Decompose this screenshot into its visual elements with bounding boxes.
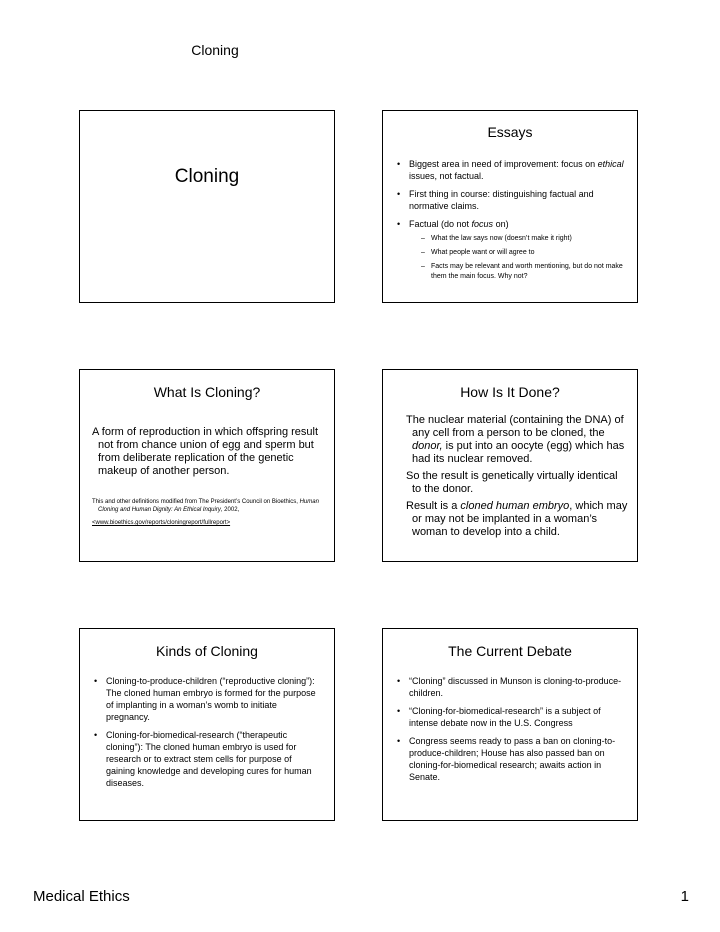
source-link[interactable]: <www.bioethics.gov/reports/cloningreport/fullreport> xyxy=(92,520,231,526)
sub-list xyxy=(409,234,625,282)
list-item: • “Cloning” discussed in Munson is cloning-to-produce-children. xyxy=(397,675,625,699)
list-item: • “Cloning-for-biomedical-research” is a subject of intense debate now in the U.S. Congress xyxy=(397,705,625,729)
slide-5-bullets xyxy=(94,675,322,795)
footer-page-number: 1 xyxy=(680,888,689,905)
slide-2 xyxy=(382,110,638,303)
page-header-title: Cloning xyxy=(191,42,239,58)
slide-6-bullets xyxy=(397,675,625,789)
list-item: • Biggest area in need of improvement: focus on ethical issues, not factual. xyxy=(397,158,625,182)
slide-5 xyxy=(79,628,335,821)
slide-2-bullets xyxy=(397,158,625,288)
paragraph: The nuclear material (containing the DNA) of any cell from a person to be cloned, the donor, is put into an oocyte (egg) which has had its nuclear removed. xyxy=(406,414,625,465)
slide-6-title: The Current Debate xyxy=(448,643,572,659)
sub-list-item: – What the law says now (doesn’t make it right) xyxy=(409,234,625,244)
slide-1 xyxy=(79,110,335,303)
slide-6 xyxy=(382,628,638,821)
slide-4-title: How Is It Done? xyxy=(460,384,560,400)
slide-3-source: This and other definitions modified from The President’s Council on Bioethics, Human Cloning and Human Dignity: An Ethical Inquiry, 2002, <www.bioethics.gov/reports/cloningreport/fullreport> xyxy=(92,498,322,527)
slide-4 xyxy=(382,369,638,562)
slide-3 xyxy=(79,369,335,562)
footer-course-name: Medical Ethics xyxy=(33,888,130,905)
slide-2-title: Essays xyxy=(487,124,533,140)
sub-list-item: – Facts may be relevant and worth mentioning, but do not make them the main focus. Why not? xyxy=(409,262,625,282)
paragraph: Result is a cloned human embryo, which may or may not be implanted in a woman’s woman to develop into a child. xyxy=(406,500,628,538)
list-item: • Congress seems ready to pass a ban on cloning-to-produce-children; House has also passed ban on cloning-for-biomedical research; awaits action in Senate. xyxy=(397,735,625,783)
sub-list-item: – What people want or will agree to xyxy=(409,248,625,258)
list-item: • First thing in course: distinguishing factual and normative claims. xyxy=(397,188,625,212)
slide-1-title: Cloning xyxy=(174,166,240,187)
slide-3-body: A form of reproduction in which offspring result not from chance union of egg and sperm but from deliberate replication of the genetic makeup of another person. xyxy=(92,426,319,477)
paragraph: So the result is genetically virtually identical to the donor. xyxy=(406,470,618,495)
list-item: • Factual (do not focus on) – What the law says now (doesn’t make it right) – What people want or will agree to – Facts may be relevant and worth mentioning, but do not make them the main focus. Why not? xyxy=(397,218,625,282)
slide-3-title: What Is Cloning? xyxy=(153,384,261,400)
slide-5-title: Kinds of Cloning xyxy=(156,643,258,659)
slide-4-body xyxy=(406,414,629,543)
list-item: • Cloning-for-biomedical-research (“therapeutic cloning”): The cloned human embryo is used for research or to extract stem cells for purpose of gaining knowledge and developing cures for human diseases. xyxy=(94,729,322,789)
list-item: • Cloning-to-produce-children (“reproductive cloning”): The cloned human embryo is formed for the purpose of implanting in a woman’s womb to initiate pregnancy. xyxy=(94,675,322,723)
